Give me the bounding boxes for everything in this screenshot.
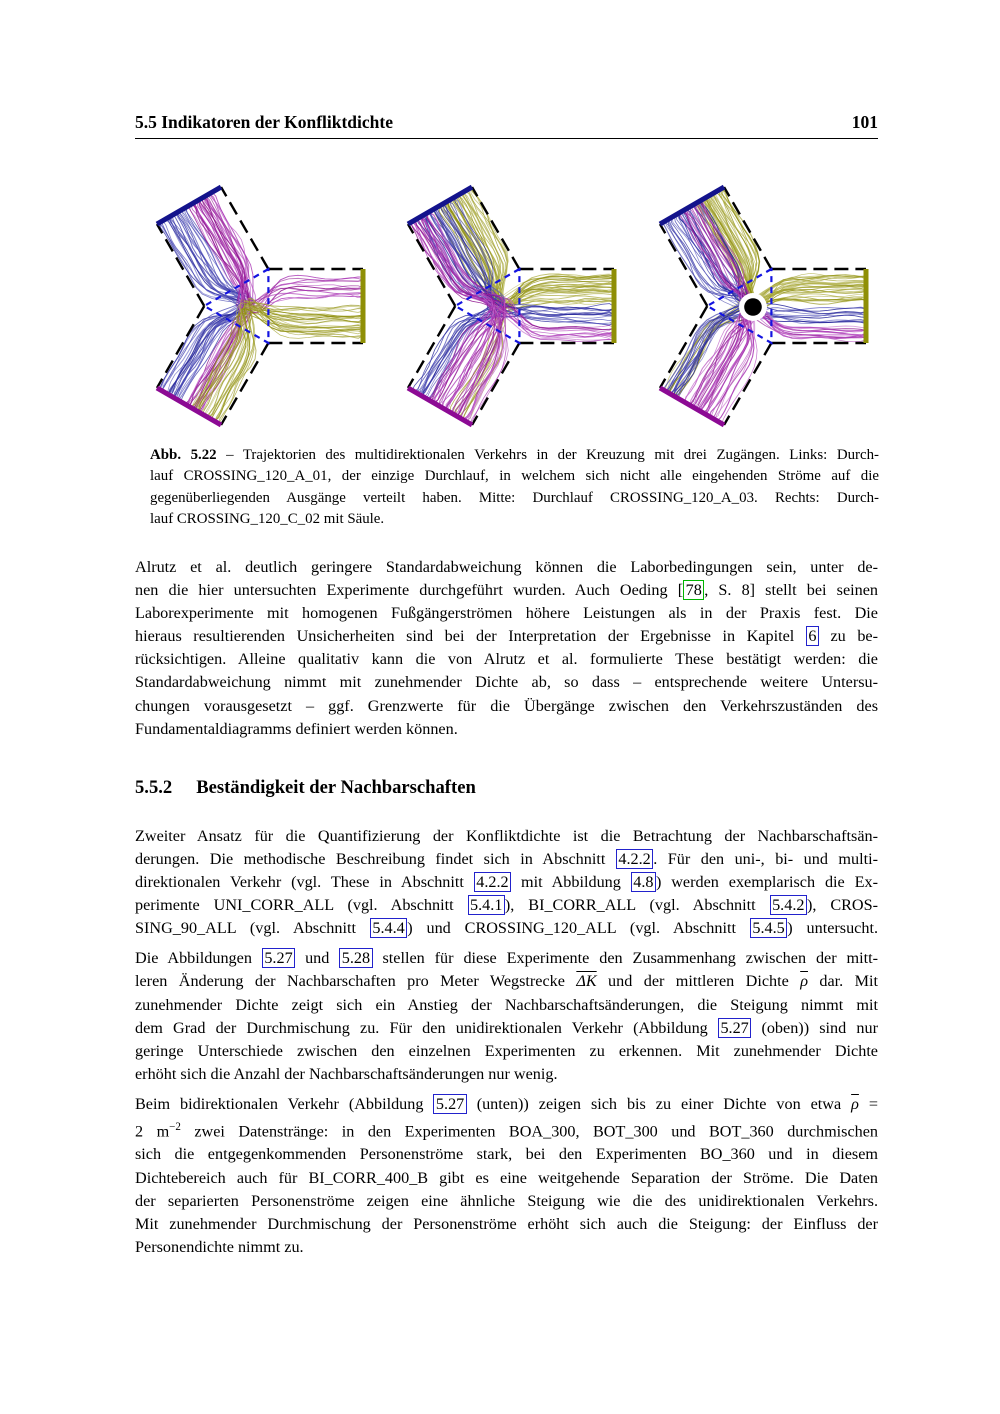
text-line: SING_90_ALL (vgl. Abschnitt 5.4.4 ) und CROSSING_120_ALL (vgl. Abschnitt 5.4.5 ) untersucht. [135,919,878,938]
text-line: Die Abbildungen 5.27 und 5.28 stellen für diese Experimente den Zusammenhang zwischen der mitt- [135,949,878,968]
text-line: Fundamentaldiagramms definiert werden können. [135,719,458,738]
internal-ref-link[interactable]: 5.28 [339,948,372,968]
section-number: 5.5.2 [135,776,173,798]
internal-ref-link[interactable]: 5.27 [433,1094,466,1114]
trajectory-panel-middle [398,179,638,440]
math-overline-symbol: $\overline{\rho}$ [851,1094,859,1113]
trajectory-panel-left [147,179,387,440]
internal-ref-link[interactable]: 5.27 [718,1018,751,1038]
text-line: Mit zunehmender Durchmischung der Personenströme erhöht sich auch die Steigung: der Einfluss der [135,1214,878,1233]
internal-ref-link[interactable]: 5.4.4 [370,918,407,938]
internal-ref-link[interactable]: 4.2.2 [474,872,511,892]
text-line: 2 $m^{-2}$ zwei Datenstränge: in den Experimenten BOA_300, BOT_300 und BOT_360 durchmischen [135,1120,879,1141]
text-line: rücksichtigen. Alleine qualitativ kann die von Alrutz et al. formulierte These bestätigt werden: die [135,650,878,669]
trajectory-panel-right [650,179,890,440]
text-line: lauf CROSSING_120_C_02 mit Säule. [150,511,385,528]
internal-ref-link[interactable]: 5.4.5 [750,918,787,938]
paragraph [135,1093,878,1259]
text-line: perimente UNI_CORR_ALL (vgl. Abschnitt 5.4.1 ), BI_CORR_ALL (vgl. Abschnitt 5.4.2 ), CROS- [135,896,878,915]
text-line: gegenüberliegenden Ausgänge verteilt haben. Mitte: Durchlauf CROSSING_120_A_03. Rechts: Durch- [150,489,879,506]
trajectories [159,192,363,423]
text-line: lauf CROSSING_120_A_01, der einzige Durchlauf, in welchem sich nicht alle eingehenden Ströme auf die [150,468,879,485]
text-line: Zweiter Ansatz für die Quantifizierung der Konfliktdichte ist die Betrachtung der Nachbarschaftsän- [135,826,878,845]
text-line: hieraus resultierenden Unsicherheiten sind bei der Interpretation der Ergebnisse in Kapitel 6 zu be- [135,627,879,646]
text-line: erhöht sich die Anzahl der Nachbarschaftsänderungen nur wenig. [135,1064,558,1083]
column-obstacle [739,293,767,321]
text-line: Abb. 5.22 – Trajektorien des multidirektionalen Verkehrs in der Kreuzung mit drei Zugängen. Links: Durch- [150,447,879,463]
running-head: 5.5 Indikatoren der Konfliktdichte [135,112,393,132]
text-line: leren Änderung der Nachbarschaften pro Meter Wegstrecke $\overline{\Delta K}$ und der mittleren Dichte $\overline{\rho}$ dar. Mit [135,972,878,991]
text-line: geringe Unterschiede zwischen den einzelnen Experimenten zu erkennen. Mit zunehmender Dichte [135,1041,878,1060]
citation-link[interactable]: 78 [683,580,704,600]
text-line: Personendichte nimmt zu. [135,1237,304,1256]
text-line: nen die hier untersuchten Experimente durchgeführt wurden. Auch Oeding [ 78 , S. 8] stellt bei seinen [135,581,878,600]
text-line: zunehmender Dichte zeigt sich ein Anstieg der Nachbarschaftsänderungen, die Steigung nimmt mit [135,995,878,1014]
text-line: Beim bidirektionalen Verkehr (Abbildung 5.27 (unten)) zeigen sich bis zu einer Dichte von etwa $\overline{\rho}$ = [135,1094,878,1113]
text-line: dem Grad der Durchmischung zu. Für den unidirektionalen Verkehr (Abbildung 5.27 (oben)) sind nur [135,1018,878,1037]
internal-ref-link[interactable]: 5.4.1 [468,895,505,915]
text-line: der separierten Personenströme zeigen eine ähnliche Steigung wie die des unidirektionalen Verkehrs. [135,1191,878,1210]
math-overline-symbol: $\overline{\Delta K}$ [576,972,597,991]
text-line: direktionalen Verkehr (vgl. These in Abschnitt 4.2.2 mit Abbildung 4.8 ) werden exemplarisch die Ex- [135,873,878,892]
section-heading [135,776,878,799]
internal-ref-link[interactable]: 4.8 [631,872,656,892]
page-header [135,112,878,139]
section-title: Beständigkeit der Nachbarschaften [196,776,476,798]
text-line: derungen. Die methodische Beschreibung findet sich in Abschnitt 4.2.2 . Für den uni-, bi- und multi- [135,849,878,868]
text-line: Laborexperimente mit homogenen Fußgängerströmen höhere Leistungen als in der Praxis fest. Die [135,604,878,623]
paragraph [135,556,878,741]
text-line: Standardabweichung nimmt mit zunehmender Dichte ab, so dass – entsprechende weitere Untersu- [135,673,878,692]
superscript: −2 [169,1120,181,1133]
internal-ref-link[interactable]: 6 [806,626,819,646]
text-line: Dichtebereich auch für BI_CORR_400_B gibt es eine weitgehende Separation der Ströme. Die Daten [135,1168,878,1187]
caption-label: Abb. 5.22 [150,447,217,463]
page-number: 101 [851,112,878,132]
text-line: sich die entgegenkommenden Personenströme stark, bei den Experimenten BO_360 und in diesem [135,1145,878,1164]
figure-caption [150,445,879,531]
internal-ref-link[interactable]: 4.2.2 [616,849,653,869]
paragraph [135,947,878,1086]
internal-ref-link[interactable]: 5.27 [262,948,295,968]
math-overline-symbol: $\overline{\rho}$ [800,972,808,991]
text-line: chungen vorausgesetzt – ggf. Grenzwerte für die Übergänge zwischen den Verkehrszuständen des [135,696,878,715]
paragraph [135,825,878,940]
figure-5-22 [0,179,1000,440]
internal-ref-link[interactable]: 5.4.2 [770,895,807,915]
text-line: Alrutz et al. deutlich geringere Standardabweichung können die Laborbedingungen sein, unter de- [135,558,878,576]
trajectories [410,188,614,424]
body-text [135,556,878,1266]
